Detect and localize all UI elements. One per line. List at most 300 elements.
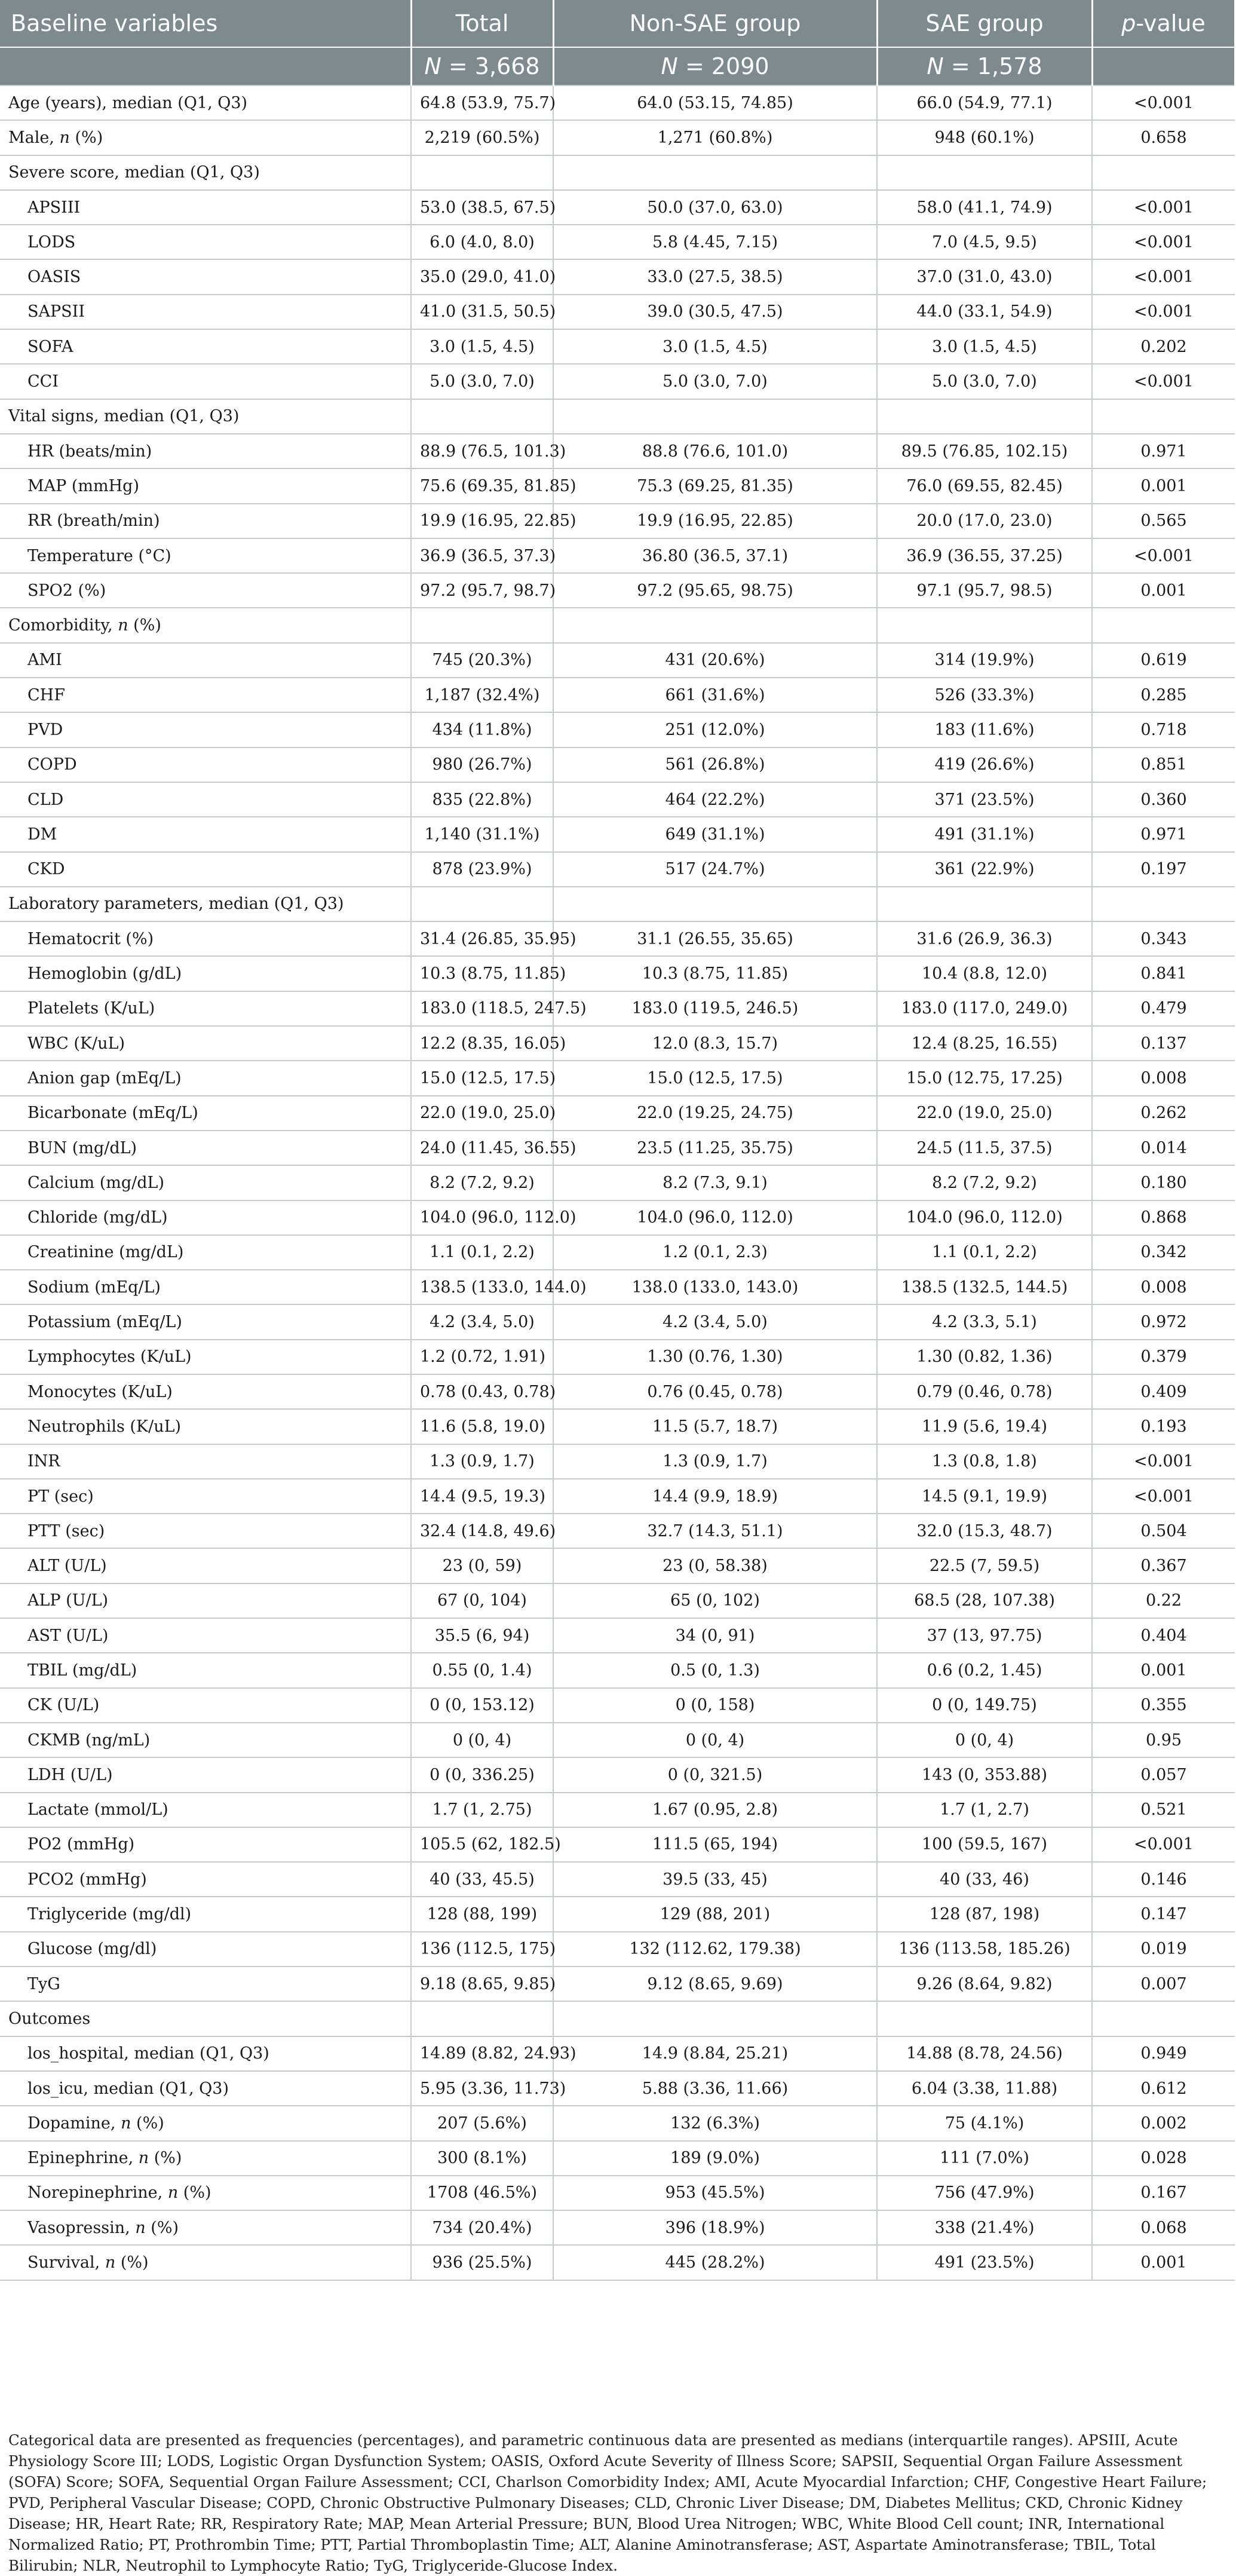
cell-total: 9.18 (8.65, 9.85) — [411, 1967, 553, 2001]
cell-p-value: 0.019 — [1092, 1932, 1235, 1967]
cell-sae: 10.4 (8.8, 12.0) — [877, 956, 1092, 991]
table-row — [0, 1548, 1235, 1583]
row-label: Potassium (mEq/L) — [0, 1304, 411, 1339]
cell-sae: 14.5 (9.1, 19.9) — [877, 1479, 1092, 1514]
cell-total: 88.9 (76.5, 101.3) — [411, 434, 553, 468]
table-row — [0, 120, 1235, 155]
row-label: RR (breath/min) — [0, 504, 411, 538]
cell-non-sae: 1.67 (0.95, 2.8) — [553, 1793, 877, 1827]
table-row — [0, 1165, 1235, 1200]
cell-sae: 0.79 (0.46, 0.78) — [877, 1374, 1092, 1409]
row-label-text: Norepinephrine, — [27, 2183, 168, 2203]
row-label: Hematocrit (%) — [0, 921, 411, 956]
header-sae: SAE group — [877, 0, 1092, 47]
cell-non-sae: 97.2 (95.65, 98.75) — [553, 573, 877, 608]
table-row — [0, 1793, 1235, 1827]
cell-total: 35.5 (6, 94) — [411, 1618, 553, 1653]
cell-non-sae: 65 (0, 102) — [553, 1583, 877, 1618]
row-label: TBIL (mg/dL) — [0, 1653, 411, 1687]
n-non-sae-value: = 2090 — [677, 53, 769, 79]
cell-non-sae: 396 (18.9%) — [553, 2210, 877, 2245]
table-row — [0, 329, 1235, 364]
cell-total: 97.2 (95.7, 98.7) — [411, 573, 553, 608]
cell-sae: 1.1 (0.1, 2.2) — [877, 1235, 1092, 1270]
cell-non-sae: 39.5 (33, 45) — [553, 1862, 877, 1897]
cell-sae: 419 (26.6%) — [877, 748, 1092, 782]
cell-p-value — [1092, 887, 1235, 921]
table-row — [0, 782, 1235, 817]
row-label — [0, 2141, 411, 2176]
n-sae-value: = 1,578 — [943, 53, 1042, 79]
cell-sae: 3.0 (1.5, 4.5) — [877, 329, 1092, 364]
cell-p-value: 0.971 — [1092, 817, 1235, 851]
header-n-row — [0, 47, 1235, 85]
cell-total: 11.6 (5.8, 19.0) — [411, 1409, 553, 1444]
cell-p-value — [1092, 2001, 1235, 2036]
row-label: AMI — [0, 643, 411, 678]
cell-p-value: 0.146 — [1092, 1862, 1235, 1897]
cell-sae: 22.5 (7, 59.5) — [877, 1548, 1092, 1583]
table-row — [0, 1618, 1235, 1653]
cell-total: 745 (20.3%) — [411, 643, 553, 678]
header-n-non-sae — [553, 47, 877, 85]
row-label-suffix: (%) — [69, 128, 103, 147]
cell-p-value: 0.180 — [1092, 1165, 1235, 1200]
row-label: Vital signs, median (Q1, Q3) — [0, 399, 411, 434]
table-row — [0, 921, 1235, 956]
row-label: INR — [0, 1444, 411, 1479]
header-n-empty-p — [1092, 47, 1235, 85]
cell-sae: 948 (60.1%) — [877, 120, 1092, 155]
cell-total: 878 (23.9%) — [411, 852, 553, 887]
row-label — [0, 2245, 411, 2280]
cell-sae: 0 (0, 149.75) — [877, 1688, 1092, 1723]
row-label — [0, 120, 411, 155]
cell-non-sae: 464 (22.2%) — [553, 782, 877, 817]
cell-non-sae: 14.4 (9.9, 18.9) — [553, 1479, 877, 1514]
cell-non-sae: 31.1 (26.55, 35.65) — [553, 921, 877, 956]
cell-total: 936 (25.5%) — [411, 2245, 553, 2280]
row-label: ALT (U/L) — [0, 1548, 411, 1583]
row-label-text: Survival, — [27, 2253, 105, 2272]
cell-non-sae: 0.5 (0, 1.3) — [553, 1653, 877, 1687]
cell-non-sae: 5.88 (3.36, 11.66) — [553, 2071, 877, 2106]
cell-sae: 58.0 (41.1, 74.9) — [877, 190, 1092, 225]
header-n-total — [411, 47, 553, 85]
cell-non-sae: 50.0 (37.0, 63.0) — [553, 190, 877, 225]
cell-total: 4.2 (3.4, 5.0) — [411, 1304, 553, 1339]
cell-sae: 11.9 (5.6, 19.4) — [877, 1409, 1092, 1444]
cell-total: 0.55 (0, 1.4) — [411, 1653, 553, 1687]
cell-p-value: 0.028 — [1092, 2141, 1235, 2176]
cell-p-value: 0.197 — [1092, 852, 1235, 887]
section-row — [0, 155, 1235, 190]
row-label: CKD — [0, 852, 411, 887]
cell-non-sae: 15.0 (12.5, 17.5) — [553, 1061, 877, 1095]
row-label: Temperature (°C) — [0, 538, 411, 573]
header-variables: Baseline variables — [0, 0, 411, 47]
row-label: Chloride (mg/dL) — [0, 1200, 411, 1235]
cell-sae: 756 (47.9%) — [877, 2176, 1092, 2210]
row-label-n: n — [135, 2218, 146, 2237]
cell-p-value: 0.014 — [1092, 1131, 1235, 1165]
cell-non-sae: 104.0 (96.0, 112.0) — [553, 1200, 877, 1235]
cell-sae: 111 (7.0%) — [877, 2141, 1092, 2176]
row-label: PTT (sec) — [0, 1514, 411, 1548]
row-label-text: Epinephrine, — [27, 2149, 139, 2168]
header-non-sae: Non-SAE group — [553, 0, 877, 47]
cell-p-value: 0.342 — [1092, 1235, 1235, 1270]
row-label-suffix: (%) — [149, 2149, 182, 2168]
cell-total: 15.0 (12.5, 17.5) — [411, 1061, 553, 1095]
cell-non-sae: 88.8 (76.6, 101.0) — [553, 434, 877, 468]
row-label: Glucose (mg/dl) — [0, 1932, 411, 1967]
cell-total: 75.6 (69.35, 81.85) — [411, 468, 553, 503]
cell-sae: 9.26 (8.64, 9.82) — [877, 1967, 1092, 2001]
cell-p-value: 0.565 — [1092, 504, 1235, 538]
cell-p-value: 0.057 — [1092, 1757, 1235, 1792]
header-total: Total — [411, 0, 553, 47]
cell-non-sae: 23 (0, 58.38) — [553, 1548, 877, 1583]
cell-non-sae: 0 (0, 4) — [553, 1723, 877, 1757]
cell-sae: 128 (87, 198) — [877, 1897, 1092, 1931]
n-letter: N — [424, 53, 441, 79]
cell-sae: 7.0 (4.5, 9.5) — [877, 225, 1092, 259]
cell-non-sae: 5.0 (3.0, 7.0) — [553, 364, 877, 399]
table-row — [0, 1200, 1235, 1235]
table-body — [0, 85, 1235, 2280]
row-label: COPD — [0, 748, 411, 782]
cell-sae: 104.0 (96.0, 112.0) — [877, 1200, 1092, 1235]
cell-non-sae: 39.0 (30.5, 47.5) — [553, 295, 877, 329]
cell-non-sae: 132 (112.62, 179.38) — [553, 1932, 877, 1967]
cell-sae: 75 (4.1%) — [877, 2106, 1092, 2140]
cell-sae: 76.0 (69.55, 82.45) — [877, 468, 1092, 503]
row-label: Age (years), median (Q1, Q3) — [0, 85, 411, 120]
cell-sae: 15.0 (12.75, 17.25) — [877, 1061, 1092, 1095]
cell-p-value: 0.521 — [1092, 1793, 1235, 1827]
cell-non-sae — [553, 608, 877, 642]
p-value-suffix: -value — [1136, 10, 1206, 36]
cell-total: 12.2 (8.35, 16.05) — [411, 1026, 553, 1061]
cell-sae: 6.04 (3.38, 11.88) — [877, 2071, 1092, 2106]
cell-p-value: 0.504 — [1092, 1514, 1235, 1548]
cell-sae: 1.3 (0.8, 1.8) — [877, 1444, 1092, 1479]
row-label: Calcium (mg/dL) — [0, 1165, 411, 1200]
cell-non-sae: 1,271 (60.8%) — [553, 120, 877, 155]
cell-non-sae: 1.3 (0.9, 1.7) — [553, 1444, 877, 1479]
cell-p-value: 0.001 — [1092, 1653, 1235, 1687]
row-label: CHF — [0, 678, 411, 712]
cell-non-sae: 561 (26.8%) — [553, 748, 877, 782]
row-label-suffix: (%) — [128, 616, 161, 635]
cell-sae: 1.7 (1, 2.7) — [877, 1793, 1092, 1827]
cell-p-value: 0.409 — [1092, 1374, 1235, 1409]
table-row — [0, 1340, 1235, 1374]
table-row — [0, 1444, 1235, 1479]
cell-p-value — [1092, 155, 1235, 190]
cell-non-sae: 9.12 (8.65, 9.69) — [553, 1967, 877, 2001]
cell-p-value: 0.479 — [1092, 991, 1235, 1026]
table-row — [0, 2245, 1235, 2280]
table-row — [0, 2176, 1235, 2210]
cell-total: 0 (0, 153.12) — [411, 1688, 553, 1723]
cell-non-sae: 111.5 (65, 194) — [553, 1827, 877, 1862]
cell-non-sae: 8.2 (7.3, 9.1) — [553, 1165, 877, 1200]
row-label — [0, 2210, 411, 2245]
cell-p-value: 0.355 — [1092, 1688, 1235, 1723]
row-label: CLD — [0, 782, 411, 817]
row-label: WBC (K/uL) — [0, 1026, 411, 1061]
cell-sae: 89.5 (76.85, 102.15) — [877, 434, 1092, 468]
cell-p-value: 0.001 — [1092, 2245, 1235, 2280]
cell-sae: 361 (22.9%) — [877, 852, 1092, 887]
row-label-text: Dopamine, — [27, 2114, 121, 2133]
cell-total: 5.95 (3.36, 11.73) — [411, 2071, 553, 2106]
cell-p-value: 0.851 — [1092, 748, 1235, 782]
cell-total: 32.4 (14.8, 49.6) — [411, 1514, 553, 1548]
cell-p-value: <0.001 — [1092, 1827, 1235, 1862]
cell-p-value: 0.718 — [1092, 712, 1235, 747]
table-row — [0, 1374, 1235, 1409]
cell-non-sae: 10.3 (8.75, 11.85) — [553, 956, 877, 991]
cell-sae — [877, 608, 1092, 642]
cell-total: 41.0 (31.5, 50.5) — [411, 295, 553, 329]
table-footnote: Categorical data are presented as frequencies (percentages), and parametric continuous data are presented as medians (interquartile ranges). APSIII, Acute Physiology Score III; LODS, Logistic Organ Dysfunction System; OASIS, Oxford Acute Severity of Illness Score; SAPSII, Sequential Organ Failure Assessment (SOFA) Score; SOFA, Sequential Organ Failure Assessment; CCI, Charlson Comorbidity Index; AMI, Acute Myocardial Infarction; CHF, Congestive Heart Failure; PVD, Peripheral Vascular Disease; COPD, Chronic Obstructive Pulmonary Diseases; CLD, Chronic Liver Disease; DM, Diabetes Mellitus; CKD, Chronic Kidney Disease; HR, Heart Rate; RR, Respiratory Rate; MAP, Mean Arterial Pressure; BUN, Blood Urea Nitrogen; WBC, White Blood Cell count; INR, International Normalized Ratio; PT, Prothrombin Time; PTT, Partial Thromboplastin Time; ALT, Alanine Aminotransferase; AST, Aspartate Aminotransferase; TBIL, Total Bilirubin; NLR, Neutrophil to Lymphocyte Ratio; TyG, Triglyceride-Glucose Index. — [8, 2431, 1207, 2574]
cell-p-value: 0.285 — [1092, 678, 1235, 712]
cell-total: 1.7 (1, 2.75) — [411, 1793, 553, 1827]
cell-sae: 314 (19.9%) — [877, 643, 1092, 678]
cell-p-value: 0.001 — [1092, 573, 1235, 608]
cell-p-value: <0.001 — [1092, 1444, 1235, 1479]
cell-p-value: 0.949 — [1092, 2036, 1235, 2071]
cell-non-sae: 189 (9.0%) — [553, 2141, 877, 2176]
cell-p-value: 0.379 — [1092, 1340, 1235, 1374]
table-row — [0, 468, 1235, 503]
row-label: Laboratory parameters, median (Q1, Q3) — [0, 887, 411, 921]
cell-p-value: 0.008 — [1092, 1270, 1235, 1304]
cell-non-sae: 661 (31.6%) — [553, 678, 877, 712]
row-label: Anion gap (mEq/L) — [0, 1061, 411, 1095]
table-row — [0, 852, 1235, 887]
row-label: Severe score, median (Q1, Q3) — [0, 155, 411, 190]
row-label-suffix: (%) — [115, 2253, 149, 2272]
cell-sae: 44.0 (33.1, 54.9) — [877, 295, 1092, 329]
cell-total: 3.0 (1.5, 4.5) — [411, 329, 553, 364]
cell-p-value: 0.193 — [1092, 1409, 1235, 1444]
cell-sae: 371 (23.5%) — [877, 782, 1092, 817]
cell-non-sae: 183.0 (119.5, 246.5) — [553, 991, 877, 1026]
cell-non-sae: 4.2 (3.4, 5.0) — [553, 1304, 877, 1339]
cell-sae: 31.6 (26.9, 36.3) — [877, 921, 1092, 956]
cell-p-value: 0.360 — [1092, 782, 1235, 817]
table-row — [0, 538, 1235, 573]
row-label: LODS — [0, 225, 411, 259]
row-label: BUN (mg/dL) — [0, 1131, 411, 1165]
cell-p-value: 0.841 — [1092, 956, 1235, 991]
cell-non-sae: 1.2 (0.1, 2.3) — [553, 1235, 877, 1270]
cell-total: 136 (112.5, 175) — [411, 1932, 553, 1967]
cell-total: 1.2 (0.72, 1.91) — [411, 1340, 553, 1374]
cell-total: 0 (0, 4) — [411, 1723, 553, 1757]
table-row — [0, 573, 1235, 608]
row-label: CCI — [0, 364, 411, 399]
cell-sae: 526 (33.3%) — [877, 678, 1092, 712]
row-label: LDH (U/L) — [0, 1757, 411, 1792]
table-row — [0, 2210, 1235, 2245]
cell-sae — [877, 887, 1092, 921]
row-label-suffix: (%) — [131, 2114, 164, 2133]
row-label: DM — [0, 817, 411, 851]
cell-sae: 22.0 (19.0, 25.0) — [877, 1096, 1092, 1131]
cell-sae: 138.5 (132.5, 144.5) — [877, 1270, 1092, 1304]
cell-sae: 143 (0, 353.88) — [877, 1757, 1092, 1792]
cell-total: 67 (0, 104) — [411, 1583, 553, 1618]
row-label-n: n — [167, 2183, 179, 2203]
cell-p-value: 0.619 — [1092, 643, 1235, 678]
table-row — [0, 1757, 1235, 1792]
cell-p-value: <0.001 — [1092, 225, 1235, 259]
cell-total: 2,219 (60.5%) — [411, 120, 553, 155]
cell-total: 734 (20.4%) — [411, 2210, 553, 2245]
n-letter: N — [927, 53, 944, 79]
cell-total: 1,187 (32.4%) — [411, 678, 553, 712]
row-label: OASIS — [0, 259, 411, 294]
cell-non-sae: 517 (24.7%) — [553, 852, 877, 887]
cell-total — [411, 608, 553, 642]
cell-total: 0.78 (0.43, 0.78) — [411, 1374, 553, 1409]
cell-p-value: 0.147 — [1092, 1897, 1235, 1931]
row-label: Platelets (K/uL) — [0, 991, 411, 1026]
row-label: ALP (U/L) — [0, 1583, 411, 1618]
row-label: TyG — [0, 1967, 411, 2001]
table-row — [0, 991, 1235, 1026]
cell-non-sae: 138.0 (133.0, 143.0) — [553, 1270, 877, 1304]
table-row — [0, 1827, 1235, 1862]
cell-sae: 97.1 (95.7, 98.5) — [877, 573, 1092, 608]
cell-non-sae — [553, 2001, 877, 2036]
cell-non-sae: 5.8 (4.45, 7.15) — [553, 225, 877, 259]
row-label: PCO2 (mmHg) — [0, 1862, 411, 1897]
row-label-n: n — [59, 128, 70, 147]
cell-p-value: 0.137 — [1092, 1026, 1235, 1061]
table-row — [0, 817, 1235, 851]
table-header — [0, 0, 1235, 85]
cell-non-sae — [553, 887, 877, 921]
cell-total: 14.4 (9.5, 19.3) — [411, 1479, 553, 1514]
cell-non-sae: 0 (0, 158) — [553, 1688, 877, 1723]
cell-p-value: 0.001 — [1092, 468, 1235, 503]
cell-total: 40 (33, 45.5) — [411, 1862, 553, 1897]
row-label: SPO2 (%) — [0, 573, 411, 608]
cell-total: 835 (22.8%) — [411, 782, 553, 817]
row-label-n: n — [138, 2149, 149, 2168]
row-label-suffix: (%) — [145, 2218, 179, 2237]
cell-total: 207 (5.6%) — [411, 2106, 553, 2140]
cell-non-sae: 33.0 (27.5, 38.5) — [553, 259, 877, 294]
row-label: Neutrophils (K/uL) — [0, 1409, 411, 1444]
cell-non-sae: 649 (31.1%) — [553, 817, 877, 851]
cell-p-value: 0.202 — [1092, 329, 1235, 364]
row-label: Lymphocytes (K/uL) — [0, 1340, 411, 1374]
row-label-text: Vasopressin, — [27, 2218, 136, 2237]
row-label: Triglyceride (mg/dl) — [0, 1897, 411, 1931]
cell-sae: 0.6 (0.2, 1.45) — [877, 1653, 1092, 1687]
cell-non-sae: 11.5 (5.7, 18.7) — [553, 1409, 877, 1444]
cell-sae: 491 (31.1%) — [877, 817, 1092, 851]
p-letter: p — [1121, 10, 1136, 36]
cell-total: 5.0 (3.0, 7.0) — [411, 364, 553, 399]
cell-non-sae: 22.0 (19.25, 24.75) — [553, 1096, 877, 1131]
cell-p-value: <0.001 — [1092, 364, 1235, 399]
table-row — [0, 1409, 1235, 1444]
table-row — [0, 1131, 1235, 1165]
cell-sae: 32.0 (15.3, 48.7) — [877, 1514, 1092, 1548]
cell-total: 31.4 (26.85, 35.95) — [411, 921, 553, 956]
table-row — [0, 434, 1235, 468]
table-row — [0, 956, 1235, 991]
row-label-suffix: (%) — [178, 2183, 211, 2203]
row-label: los_hospital, median (Q1, Q3) — [0, 2036, 411, 2071]
row-label-text: Male, — [8, 128, 60, 147]
table-row — [0, 1061, 1235, 1095]
header-p-value — [1092, 0, 1235, 47]
cell-sae — [877, 2001, 1092, 2036]
cell-p-value: 0.404 — [1092, 1618, 1235, 1653]
cell-total: 183.0 (118.5, 247.5) — [411, 991, 553, 1026]
cell-p-value: 0.262 — [1092, 1096, 1235, 1131]
cell-non-sae: 1.30 (0.76, 1.30) — [553, 1340, 877, 1374]
cell-sae: 12.4 (8.25, 16.55) — [877, 1026, 1092, 1061]
row-label-text: Comorbidity, — [8, 616, 118, 635]
cell-non-sae — [553, 155, 877, 190]
cell-sae: 66.0 (54.9, 77.1) — [877, 85, 1092, 120]
cell-p-value: 0.22 — [1092, 1583, 1235, 1618]
table-row — [0, 1096, 1235, 1131]
cell-sae: 183 (11.6%) — [877, 712, 1092, 747]
row-label: CKMB (ng/mL) — [0, 1723, 411, 1757]
table-row — [0, 1235, 1235, 1270]
cell-non-sae: 953 (45.5%) — [553, 2176, 877, 2210]
table-row — [0, 1967, 1235, 2001]
cell-total: 104.0 (96.0, 112.0) — [411, 1200, 553, 1235]
table-row — [0, 364, 1235, 399]
cell-non-sae: 14.9 (8.84, 25.21) — [553, 2036, 877, 2071]
cell-p-value: 0.95 — [1092, 1723, 1235, 1757]
cell-p-value: 0.972 — [1092, 1304, 1235, 1339]
cell-total: 36.9 (36.5, 37.3) — [411, 538, 553, 573]
cell-p-value: <0.001 — [1092, 295, 1235, 329]
cell-non-sae: 64.0 (53.15, 74.85) — [553, 85, 877, 120]
row-label: Creatinine (mg/dL) — [0, 1235, 411, 1270]
cell-total: 35.0 (29.0, 41.0) — [411, 259, 553, 294]
cell-p-value: <0.001 — [1092, 190, 1235, 225]
cell-sae: 100 (59.5, 167) — [877, 1827, 1092, 1862]
cell-sae: 36.9 (36.55, 37.25) — [877, 538, 1092, 573]
cell-total — [411, 2001, 553, 2036]
cell-non-sae: 431 (20.6%) — [553, 643, 877, 678]
cell-non-sae — [553, 399, 877, 434]
row-label: PO2 (mmHg) — [0, 1827, 411, 1862]
cell-non-sae: 251 (12.0%) — [553, 712, 877, 747]
cell-p-value: 0.612 — [1092, 2071, 1235, 2106]
cell-sae: 5.0 (3.0, 7.0) — [877, 364, 1092, 399]
row-label: HR (beats/min) — [0, 434, 411, 468]
row-label: los_icu, median (Q1, Q3) — [0, 2071, 411, 2106]
section-row — [0, 608, 1235, 642]
table-row — [0, 190, 1235, 225]
cell-non-sae: 36.80 (36.5, 37.1) — [553, 538, 877, 573]
